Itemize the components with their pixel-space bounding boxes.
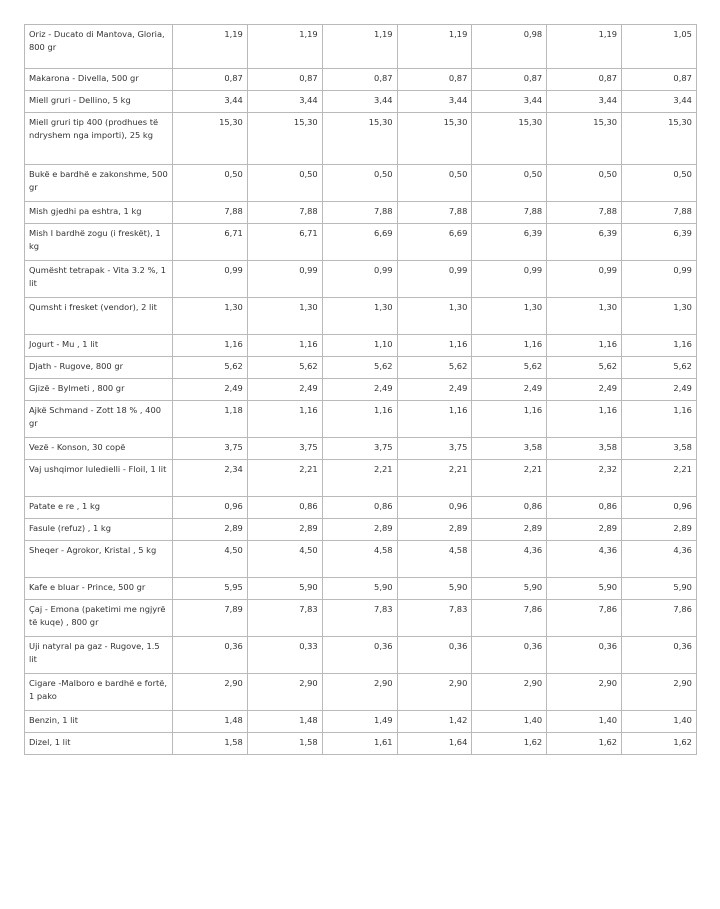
- price-cell: 0,36: [622, 637, 697, 674]
- price-cell: 0,36: [547, 637, 622, 674]
- price-cell: 6,39: [622, 224, 697, 261]
- price-cell: 2,49: [622, 379, 697, 401]
- price-cell: 2,89: [472, 519, 547, 541]
- product-name-cell: Benzin, 1 lit: [25, 711, 173, 733]
- price-cell: 0,36: [397, 637, 472, 674]
- price-cell: 2,90: [472, 674, 547, 711]
- price-cell: 4,36: [472, 541, 547, 578]
- price-cell: 1,58: [173, 733, 248, 755]
- price-cell: 15,30: [547, 113, 622, 165]
- price-cell: 1,30: [472, 298, 547, 335]
- price-cell: 1,42: [397, 711, 472, 733]
- price-cell: 0,96: [622, 497, 697, 519]
- price-cell: 0,96: [397, 497, 472, 519]
- product-name-cell: Dizel, 1 lit: [25, 733, 173, 755]
- product-name-cell: Kafe e bluar - Prince, 500 gr: [25, 578, 173, 600]
- price-cell: 2,89: [397, 519, 472, 541]
- price-cell: 3,75: [173, 438, 248, 460]
- price-cell: 3,58: [472, 438, 547, 460]
- price-table-body: [25, 25, 697, 755]
- price-cell: 2,49: [397, 379, 472, 401]
- product-name-cell: Çaj - Emona (paketimi me ngjyrë të kuqe) , 800 gr: [25, 600, 173, 637]
- price-cell: 15,30: [622, 113, 697, 165]
- table-row: [25, 379, 697, 401]
- price-cell: 7,89: [173, 600, 248, 637]
- price-cell: 1,16: [247, 401, 322, 438]
- price-cell: 1,10: [322, 335, 397, 357]
- price-cell: 1,16: [397, 335, 472, 357]
- product-name-cell: Patate e re , 1 kg: [25, 497, 173, 519]
- price-cell: 0,50: [322, 165, 397, 202]
- table-row: [25, 600, 697, 637]
- price-cell: 5,62: [397, 357, 472, 379]
- price-cell: 1,58: [247, 733, 322, 755]
- price-cell: 1,64: [397, 733, 472, 755]
- price-cell: 1,16: [547, 335, 622, 357]
- table-row: [25, 202, 697, 224]
- price-cell: 2,90: [173, 674, 248, 711]
- price-cell: 2,49: [322, 379, 397, 401]
- price-cell: 0,50: [173, 165, 248, 202]
- price-cell: 0,36: [322, 637, 397, 674]
- price-cell: 3,75: [247, 438, 322, 460]
- price-cell: 6,39: [472, 224, 547, 261]
- price-cell: 15,30: [472, 113, 547, 165]
- price-cell: 6,69: [322, 224, 397, 261]
- table-row: [25, 113, 697, 165]
- table-row: [25, 578, 697, 600]
- price-cell: 0,86: [322, 497, 397, 519]
- price-cell: 1,48: [247, 711, 322, 733]
- price-cell: 3,44: [472, 91, 547, 113]
- price-cell: 2,49: [247, 379, 322, 401]
- price-cell: 1,30: [322, 298, 397, 335]
- price-cell: 1,16: [472, 401, 547, 438]
- price-cell: 7,88: [247, 202, 322, 224]
- price-cell: 0,99: [622, 261, 697, 298]
- price-cell: 0,50: [547, 165, 622, 202]
- price-cell: 1,40: [547, 711, 622, 733]
- price-cell: 2,49: [472, 379, 547, 401]
- price-cell: 0,99: [173, 261, 248, 298]
- price-cell: 2,90: [397, 674, 472, 711]
- price-cell: 7,88: [173, 202, 248, 224]
- price-cell: 7,88: [322, 202, 397, 224]
- price-cell: 15,30: [397, 113, 472, 165]
- price-cell: 6,39: [547, 224, 622, 261]
- price-cell: 1,16: [322, 401, 397, 438]
- price-cell: 1,61: [322, 733, 397, 755]
- product-name-cell: Fasule (refuz) , 1 kg: [25, 519, 173, 541]
- product-name-cell: Vezë - Konson, 30 copë: [25, 438, 173, 460]
- price-cell: 3,58: [547, 438, 622, 460]
- price-cell: 3,44: [397, 91, 472, 113]
- table-row: [25, 460, 697, 497]
- price-cell: 1,05: [622, 25, 697, 69]
- price-cell: 2,34: [173, 460, 248, 497]
- price-cell: 5,90: [322, 578, 397, 600]
- price-cell: 0,99: [472, 261, 547, 298]
- product-name-cell: Uji natyral pa gaz - Rugove, 1.5 lit: [25, 637, 173, 674]
- price-cell: 2,89: [173, 519, 248, 541]
- price-cell: 0,86: [247, 497, 322, 519]
- price-cell: 5,62: [173, 357, 248, 379]
- price-cell: 1,16: [547, 401, 622, 438]
- price-cell: 2,21: [397, 460, 472, 497]
- price-cell: 1,19: [247, 25, 322, 69]
- price-cell: 2,89: [547, 519, 622, 541]
- price-cell: 5,90: [247, 578, 322, 600]
- price-cell: 7,88: [622, 202, 697, 224]
- price-cell: 7,86: [472, 600, 547, 637]
- price-cell: 1,16: [397, 401, 472, 438]
- price-cell: 4,36: [547, 541, 622, 578]
- price-cell: 0,50: [622, 165, 697, 202]
- table-row: [25, 637, 697, 674]
- price-cell: 1,19: [547, 25, 622, 69]
- price-cell: 3,44: [173, 91, 248, 113]
- price-cell: 3,44: [547, 91, 622, 113]
- price-cell: 3,44: [247, 91, 322, 113]
- price-cell: 0,36: [472, 637, 547, 674]
- price-cell: 0,86: [472, 497, 547, 519]
- price-cell: 1,30: [622, 298, 697, 335]
- price-cell: 1,19: [397, 25, 472, 69]
- product-name-cell: Mish I bardhë zogu (i freskët), 1 kg: [25, 224, 173, 261]
- price-cell: 0,50: [472, 165, 547, 202]
- product-name-cell: Qumësht tetrapak - Vita 3.2 %, 1 lit: [25, 261, 173, 298]
- price-cell: 1,40: [622, 711, 697, 733]
- price-cell: 1,19: [173, 25, 248, 69]
- product-name-cell: Oriz - Ducato di Mantova, Gloria, 800 gr: [25, 25, 173, 69]
- table-row: [25, 357, 697, 379]
- price-cell: 2,89: [322, 519, 397, 541]
- table-row: [25, 711, 697, 733]
- price-cell: 7,88: [547, 202, 622, 224]
- price-cell: 5,90: [622, 578, 697, 600]
- price-cell: 5,90: [547, 578, 622, 600]
- price-cell: 5,62: [622, 357, 697, 379]
- price-cell: 3,58: [622, 438, 697, 460]
- price-cell: 6,71: [247, 224, 322, 261]
- product-name-cell: Miell gruri - Dellino, 5 kg: [25, 91, 173, 113]
- price-cell: 15,30: [247, 113, 322, 165]
- price-cell: 4,50: [173, 541, 248, 578]
- price-cell: 4,50: [247, 541, 322, 578]
- price-cell: 1,16: [247, 335, 322, 357]
- price-cell: 7,88: [472, 202, 547, 224]
- price-cell: 0,36: [173, 637, 248, 674]
- price-cell: 0,99: [247, 261, 322, 298]
- price-cell: 1,30: [173, 298, 248, 335]
- price-cell: 5,62: [547, 357, 622, 379]
- price-table: [24, 24, 697, 755]
- table-row: [25, 69, 697, 91]
- product-name-cell: Vaj ushqimor luledielli - Floil, 1 lit: [25, 460, 173, 497]
- price-cell: 0,87: [472, 69, 547, 91]
- price-cell: 1,16: [173, 335, 248, 357]
- table-row: [25, 519, 697, 541]
- price-cell: 2,89: [247, 519, 322, 541]
- table-row: [25, 541, 697, 578]
- price-cell: 5,62: [247, 357, 322, 379]
- price-cell: 7,86: [547, 600, 622, 637]
- price-cell: 7,83: [397, 600, 472, 637]
- price-cell: 0,99: [397, 261, 472, 298]
- price-cell: 5,62: [472, 357, 547, 379]
- product-name-cell: Ajkë Schmand - Zott 18 % , 400 gr: [25, 401, 173, 438]
- price-cell: 2,49: [547, 379, 622, 401]
- price-cell: 5,90: [397, 578, 472, 600]
- price-cell: 4,58: [322, 541, 397, 578]
- product-name-cell: Mish gjedhi pa eshtra, 1 kg: [25, 202, 173, 224]
- product-name-cell: Qumsht i fresket (vendor), 2 lit: [25, 298, 173, 335]
- price-cell: 2,90: [622, 674, 697, 711]
- table-row: [25, 674, 697, 711]
- product-name-cell: Gjizë - Bylmeti , 800 gr: [25, 379, 173, 401]
- price-cell: 0,99: [547, 261, 622, 298]
- price-cell: 0,87: [247, 69, 322, 91]
- price-cell: 1,49: [322, 711, 397, 733]
- price-cell: 7,83: [322, 600, 397, 637]
- price-cell: 2,21: [622, 460, 697, 497]
- price-cell: 2,21: [322, 460, 397, 497]
- table-row: [25, 165, 697, 202]
- product-name-cell: Djath - Rugove, 800 gr: [25, 357, 173, 379]
- table-row: [25, 261, 697, 298]
- table-row: [25, 25, 697, 69]
- product-name-cell: Makarona - Divella, 500 gr: [25, 69, 173, 91]
- price-cell: 0,33: [247, 637, 322, 674]
- product-name-cell: Miell gruri tip 400 (prodhues të ndryshem nga importi), 25 kg: [25, 113, 173, 165]
- price-cell: 1,18: [173, 401, 248, 438]
- price-cell: 1,30: [247, 298, 322, 335]
- table-row: [25, 224, 697, 261]
- price-cell: 5,90: [472, 578, 547, 600]
- table-row: [25, 497, 697, 519]
- price-cell: 4,58: [397, 541, 472, 578]
- price-cell: 7,83: [247, 600, 322, 637]
- price-cell: 2,21: [247, 460, 322, 497]
- table-row: [25, 438, 697, 460]
- price-cell: 3,75: [397, 438, 472, 460]
- price-cell: 2,49: [173, 379, 248, 401]
- price-cell: 1,30: [397, 298, 472, 335]
- product-name-cell: Bukë e bardhë e zakonshme, 500 gr: [25, 165, 173, 202]
- price-cell: 0,87: [547, 69, 622, 91]
- table-row: [25, 401, 697, 438]
- price-cell: 1,16: [622, 335, 697, 357]
- price-cell: 2,90: [247, 674, 322, 711]
- price-cell: 2,90: [322, 674, 397, 711]
- price-cell: 1,30: [547, 298, 622, 335]
- price-cell: 1,16: [472, 335, 547, 357]
- price-cell: 0,87: [397, 69, 472, 91]
- price-cell: 2,32: [547, 460, 622, 497]
- price-cell: 1,48: [173, 711, 248, 733]
- table-row: [25, 91, 697, 113]
- price-cell: 0,87: [622, 69, 697, 91]
- price-cell: 4,36: [622, 541, 697, 578]
- price-cell: 2,89: [622, 519, 697, 541]
- table-row: [25, 733, 697, 755]
- product-name-cell: Sheqer - Agrokor, Kristal , 5 kg: [25, 541, 173, 578]
- price-cell: 0,87: [322, 69, 397, 91]
- table-row: [25, 335, 697, 357]
- price-cell: 7,88: [397, 202, 472, 224]
- price-cell: 3,44: [322, 91, 397, 113]
- price-cell: 5,95: [173, 578, 248, 600]
- price-cell: 0,86: [547, 497, 622, 519]
- price-cell: 0,99: [322, 261, 397, 298]
- price-cell: 0,50: [247, 165, 322, 202]
- price-cell: 15,30: [173, 113, 248, 165]
- price-cell: 1,62: [622, 733, 697, 755]
- price-cell: 2,90: [547, 674, 622, 711]
- price-cell: 0,87: [173, 69, 248, 91]
- price-cell: 15,30: [322, 113, 397, 165]
- price-cell: 3,75: [322, 438, 397, 460]
- table-row: [25, 298, 697, 335]
- price-cell: 1,16: [622, 401, 697, 438]
- price-cell: 6,69: [397, 224, 472, 261]
- price-cell: 5,62: [322, 357, 397, 379]
- price-cell: 2,21: [472, 460, 547, 497]
- product-name-cell: Jogurt - Mu , 1 lit: [25, 335, 173, 357]
- price-cell: 7,86: [622, 600, 697, 637]
- price-cell: 1,62: [472, 733, 547, 755]
- price-cell: 3,44: [622, 91, 697, 113]
- product-name-cell: Cigare -Malboro e bardhë e fortë, 1 pako: [25, 674, 173, 711]
- price-cell: 0,50: [397, 165, 472, 202]
- price-cell: 1,19: [322, 25, 397, 69]
- price-cell: 0,96: [173, 497, 248, 519]
- price-cell: 1,40: [472, 711, 547, 733]
- price-cell: 6,71: [173, 224, 248, 261]
- price-cell: 1,62: [547, 733, 622, 755]
- price-cell: 0,98: [472, 25, 547, 69]
